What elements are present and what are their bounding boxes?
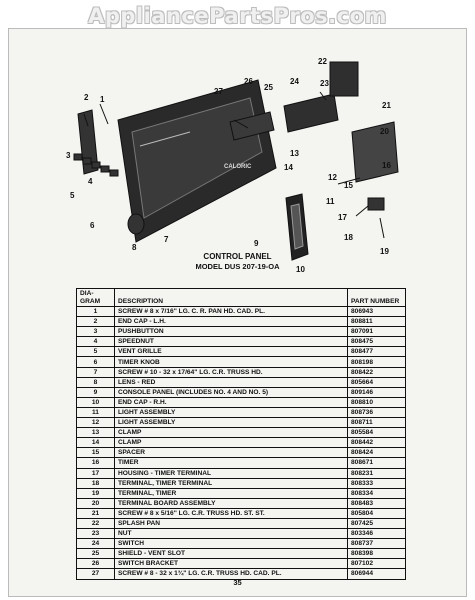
timer-knob: [128, 214, 144, 234]
header-part-number: PART NUMBER: [348, 289, 406, 307]
table-row: [77, 407, 406, 417]
row-description: CLAMP: [115, 438, 348, 448]
callout-27: 27: [214, 87, 223, 96]
row-part-number: 808231: [348, 468, 406, 478]
row-description: SPEEDNUT: [115, 337, 348, 347]
callout-1: 1: [100, 95, 105, 104]
row-diagram-number: 8: [77, 377, 115, 387]
row-description: LIGHT ASSEMBLY: [115, 407, 348, 417]
row-part-number: 808810: [348, 397, 406, 407]
table-row: [77, 478, 406, 488]
table-row: [77, 498, 406, 508]
callout-10: 10: [296, 265, 305, 274]
row-description: NUT: [115, 529, 348, 539]
diagram-title: CONTROL PANEL: [203, 252, 272, 261]
row-part-number: 805664: [348, 377, 406, 387]
row-description: TIMER: [115, 458, 348, 468]
row-description: SPLASH PAN: [115, 518, 348, 528]
header-description: DESCRIPTION: [115, 289, 348, 307]
table-row: [77, 387, 406, 397]
row-diagram-number: 25: [77, 549, 115, 559]
table-row: [77, 468, 406, 478]
table-row: [77, 549, 406, 559]
row-part-number: 807425: [348, 518, 406, 528]
callout-24: 24: [290, 77, 299, 86]
table-row: [77, 307, 406, 317]
row-description: TERMINAL, TIMER: [115, 488, 348, 498]
table-row: [77, 518, 406, 528]
exploded-diagram: [8, 28, 465, 280]
table-row: [77, 428, 406, 438]
row-part-number: 806943: [348, 307, 406, 317]
table-row: [77, 357, 406, 367]
callout-5: 5: [70, 191, 75, 200]
row-diagram-number: 22: [77, 518, 115, 528]
row-diagram-number: 10: [77, 397, 115, 407]
row-part-number: 808442: [348, 438, 406, 448]
callout-4: 4: [88, 177, 93, 186]
row-part-number: 808334: [348, 488, 406, 498]
row-diagram-number: 27: [77, 569, 115, 579]
row-part-number: 809146: [348, 387, 406, 397]
table-row: [77, 377, 406, 387]
row-part-number: 807102: [348, 559, 406, 569]
row-description: LENS - RED: [115, 377, 348, 387]
row-diagram-number: 4: [77, 337, 115, 347]
callout-18: 18: [344, 233, 353, 242]
callout-13: 13: [290, 149, 299, 158]
timer: [352, 122, 398, 182]
splash-pan: [330, 62, 358, 96]
row-diagram-number: 16: [77, 458, 115, 468]
row-part-number: 808671: [348, 458, 406, 468]
callout-19: 19: [380, 247, 389, 256]
row-description: PUSHBUTTON: [115, 327, 348, 337]
callout-14: 14: [284, 163, 293, 172]
row-part-number: 808737: [348, 539, 406, 549]
row-part-number: 807091: [348, 327, 406, 337]
row-part-number: 808422: [348, 367, 406, 377]
callout-11: 11: [326, 197, 335, 206]
callout-22: 22: [318, 57, 327, 66]
row-diagram-number: 5: [77, 347, 115, 357]
table-row: [77, 367, 406, 377]
callout-8: 8: [132, 243, 137, 252]
row-diagram-number: 13: [77, 428, 115, 438]
parts-table: [76, 288, 406, 580]
row-description: CLAMP: [115, 428, 348, 438]
row-description: SWITCH: [115, 539, 348, 549]
row-description: VENT GRILLE: [115, 347, 348, 357]
row-diagram-number: 9: [77, 387, 115, 397]
row-description: SHIELD - VENT SLOT: [115, 549, 348, 559]
row-diagram-number: 17: [77, 468, 115, 478]
row-description: SCREW # 8 - 32 x 1¾" LG. C.R. TRUSS HD. CAD. PL.: [115, 569, 348, 579]
row-part-number: 805584: [348, 428, 406, 438]
row-description: END CAP - L.H.: [115, 317, 348, 327]
table-row: [77, 539, 406, 549]
row-part-number: 808475: [348, 337, 406, 347]
callout-16: 16: [382, 161, 391, 170]
callout-20: 20: [380, 127, 389, 136]
row-part-number: 805804: [348, 508, 406, 518]
table-row: [77, 317, 406, 327]
row-diagram-number: 12: [77, 418, 115, 428]
row-description: LIGHT ASSEMBLY: [115, 418, 348, 428]
header-diagram: DIA- GRAM: [77, 289, 115, 307]
row-diagram-number: 14: [77, 438, 115, 448]
callout-6: 6: [90, 221, 95, 230]
callout-7: 7: [164, 235, 169, 244]
row-diagram-number: 26: [77, 559, 115, 569]
row-description: SCREW # 10 - 32 x 17/64" LG. C.R. TRUSS HD.: [115, 367, 348, 377]
callout-21: 21: [382, 101, 391, 110]
row-diagram-number: 23: [77, 529, 115, 539]
row-description: TERMINAL BOARD ASSEMBLY: [115, 498, 348, 508]
table-row: [77, 438, 406, 448]
table-row: [77, 418, 406, 428]
row-diagram-number: 7: [77, 367, 115, 377]
row-part-number: 808711: [348, 418, 406, 428]
row-description: SWITCH BRACKET: [115, 559, 348, 569]
row-diagram-number: 1: [77, 307, 115, 317]
row-description: TIMER KNOB: [115, 357, 348, 367]
model-number: MODEL DUS 207-19-OA: [195, 262, 280, 271]
table-row: [77, 448, 406, 458]
row-diagram-number: 21: [77, 508, 115, 518]
row-part-number: 808398: [348, 549, 406, 559]
table-row: [77, 488, 406, 498]
table-row: [77, 458, 406, 468]
row-diagram-number: 18: [77, 478, 115, 488]
row-part-number: 808736: [348, 407, 406, 417]
row-part-number: 808483: [348, 498, 406, 508]
callout-17: 17: [338, 213, 347, 222]
row-part-number: 808198: [348, 357, 406, 367]
table-row: [77, 529, 406, 539]
row-diagram-number: 11: [77, 407, 115, 417]
callout-9: 9: [254, 239, 259, 248]
row-description: HOUSING - TIMER TERMINAL: [115, 468, 348, 478]
callout-25: 25: [264, 83, 273, 92]
row-diagram-number: 19: [77, 488, 115, 498]
row-part-number: 808811: [348, 317, 406, 327]
row-description: SPACER: [115, 448, 348, 458]
row-diagram-number: 24: [77, 539, 115, 549]
watermark: AppliancePartsPros.com: [88, 4, 387, 28]
row-part-number: 808477: [348, 347, 406, 357]
row-part-number: 808333: [348, 478, 406, 488]
row-diagram-number: 3: [77, 327, 115, 337]
callout-15: 15: [344, 181, 353, 190]
callout-2: 2: [84, 93, 89, 102]
table-row: [77, 508, 406, 518]
switch: [284, 94, 338, 132]
callout-12: 12: [328, 173, 337, 182]
table-row: [77, 337, 406, 347]
row-part-number: 803346: [348, 529, 406, 539]
row-description: SCREW # 8 x 5/16" LG. C.R. TRUSS HD. ST. ST.: [115, 508, 348, 518]
timer-terminal-housing: [368, 198, 384, 210]
row-diagram-number: 20: [77, 498, 115, 508]
callout-23: 23: [320, 79, 329, 88]
table-row: [77, 559, 406, 569]
table-row: [77, 347, 406, 357]
row-diagram-number: 2: [77, 317, 115, 327]
row-description: CONSOLE PANEL (INCLUDES NO. 4 AND NO. 5): [115, 387, 348, 397]
row-part-number: 808424: [348, 448, 406, 458]
callout-3: 3: [66, 151, 71, 160]
row-description: SCREW # 8 x 7/16" LG. C. R. PAN HD. CAD. PL.: [115, 307, 348, 317]
row-description: END CAP - R.H.: [115, 397, 348, 407]
row-diagram-number: 6: [77, 357, 115, 367]
table-row: [77, 327, 406, 337]
row-description: TERMINAL, TIMER TERMINAL: [115, 478, 348, 488]
parts-table-header: [77, 289, 406, 307]
panel-brand: CALORIC: [224, 164, 252, 170]
row-part-number: 806944: [348, 569, 406, 579]
callout-26: 26: [244, 77, 253, 86]
page-number: 35: [233, 578, 242, 587]
row-diagram-number: 15: [77, 448, 115, 458]
table-row: [77, 397, 406, 407]
